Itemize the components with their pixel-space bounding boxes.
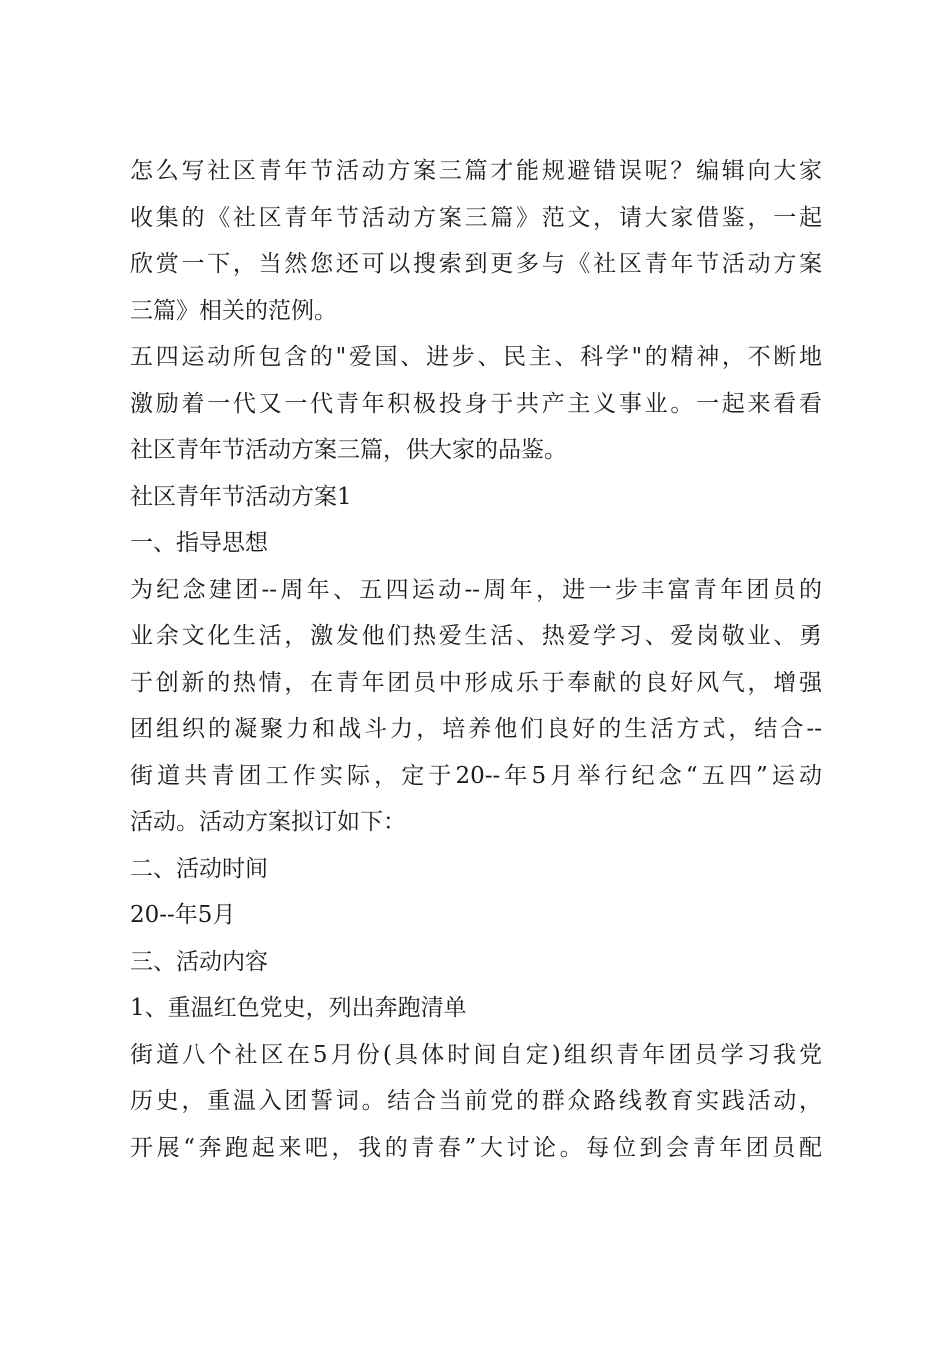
- section-heading: 社区青年节活动方案1: [130, 483, 352, 510]
- text-line: 激励着一代又一代青年积极投身于共产主义事业。一起来看看: [130, 390, 822, 417]
- text-line: 20--年5月: [130, 902, 236, 928]
- text-line: 团组织的凝聚力和战斗力，培养他们良好的生活方式，结合--: [130, 716, 822, 742]
- text-line: 为纪念建团--周年、五四运动--周年，进一步丰富青年团员的: [130, 576, 822, 603]
- text-line: 三篇》相关的范例。: [130, 297, 337, 324]
- section-heading: 一、指导思想: [130, 530, 268, 556]
- section-heading: 二、活动时间: [130, 855, 268, 882]
- text-line: 社区青年节活动方案三篇，供大家的品鉴。: [130, 437, 567, 463]
- text-line: 开展“奔跑起来吧，我的青春”大讨论。每位到会青年团员配: [130, 1134, 822, 1161]
- text-line: 街道共青团工作实际，定于20--年5月举行纪念“五四”运动: [130, 762, 822, 789]
- text-line: 五四运动所包含的"爱国、进步、民主、科学"的精神，不断地: [130, 344, 822, 370]
- document-body: [130, 148, 822, 1171]
- text-line: 街道八个社区在5月份(具体时间自定)组织青年团员学习我党: [130, 1041, 822, 1068]
- text-line: 于创新的热情，在青年团员中形成乐于奉献的良好风气，增强: [130, 669, 822, 696]
- text-line: 收集的《社区青年节活动方案三篇》范文，请大家借鉴，一起: [130, 204, 822, 231]
- text-line: 业余文化生活，激发他们热爱生活、热爱学习、爱岗敬业、勇: [130, 623, 822, 649]
- text-line: 欣赏一下，当然您还可以搜索到更多与《社区青年节活动方案: [130, 251, 822, 277]
- section-heading: 1、重温红色党史，列出奔跑清单: [130, 995, 467, 1021]
- text-line: 活动。活动方案拟订如下：: [130, 809, 406, 835]
- text-line: 历史，重温入团誓词。结合当前党的群众路线教育实践活动，: [130, 1088, 822, 1114]
- text-line: 怎么写社区青年节活动方案三篇才能规避错误呢？编辑向大家: [130, 158, 822, 184]
- section-heading: 三、活动内容: [130, 948, 268, 975]
